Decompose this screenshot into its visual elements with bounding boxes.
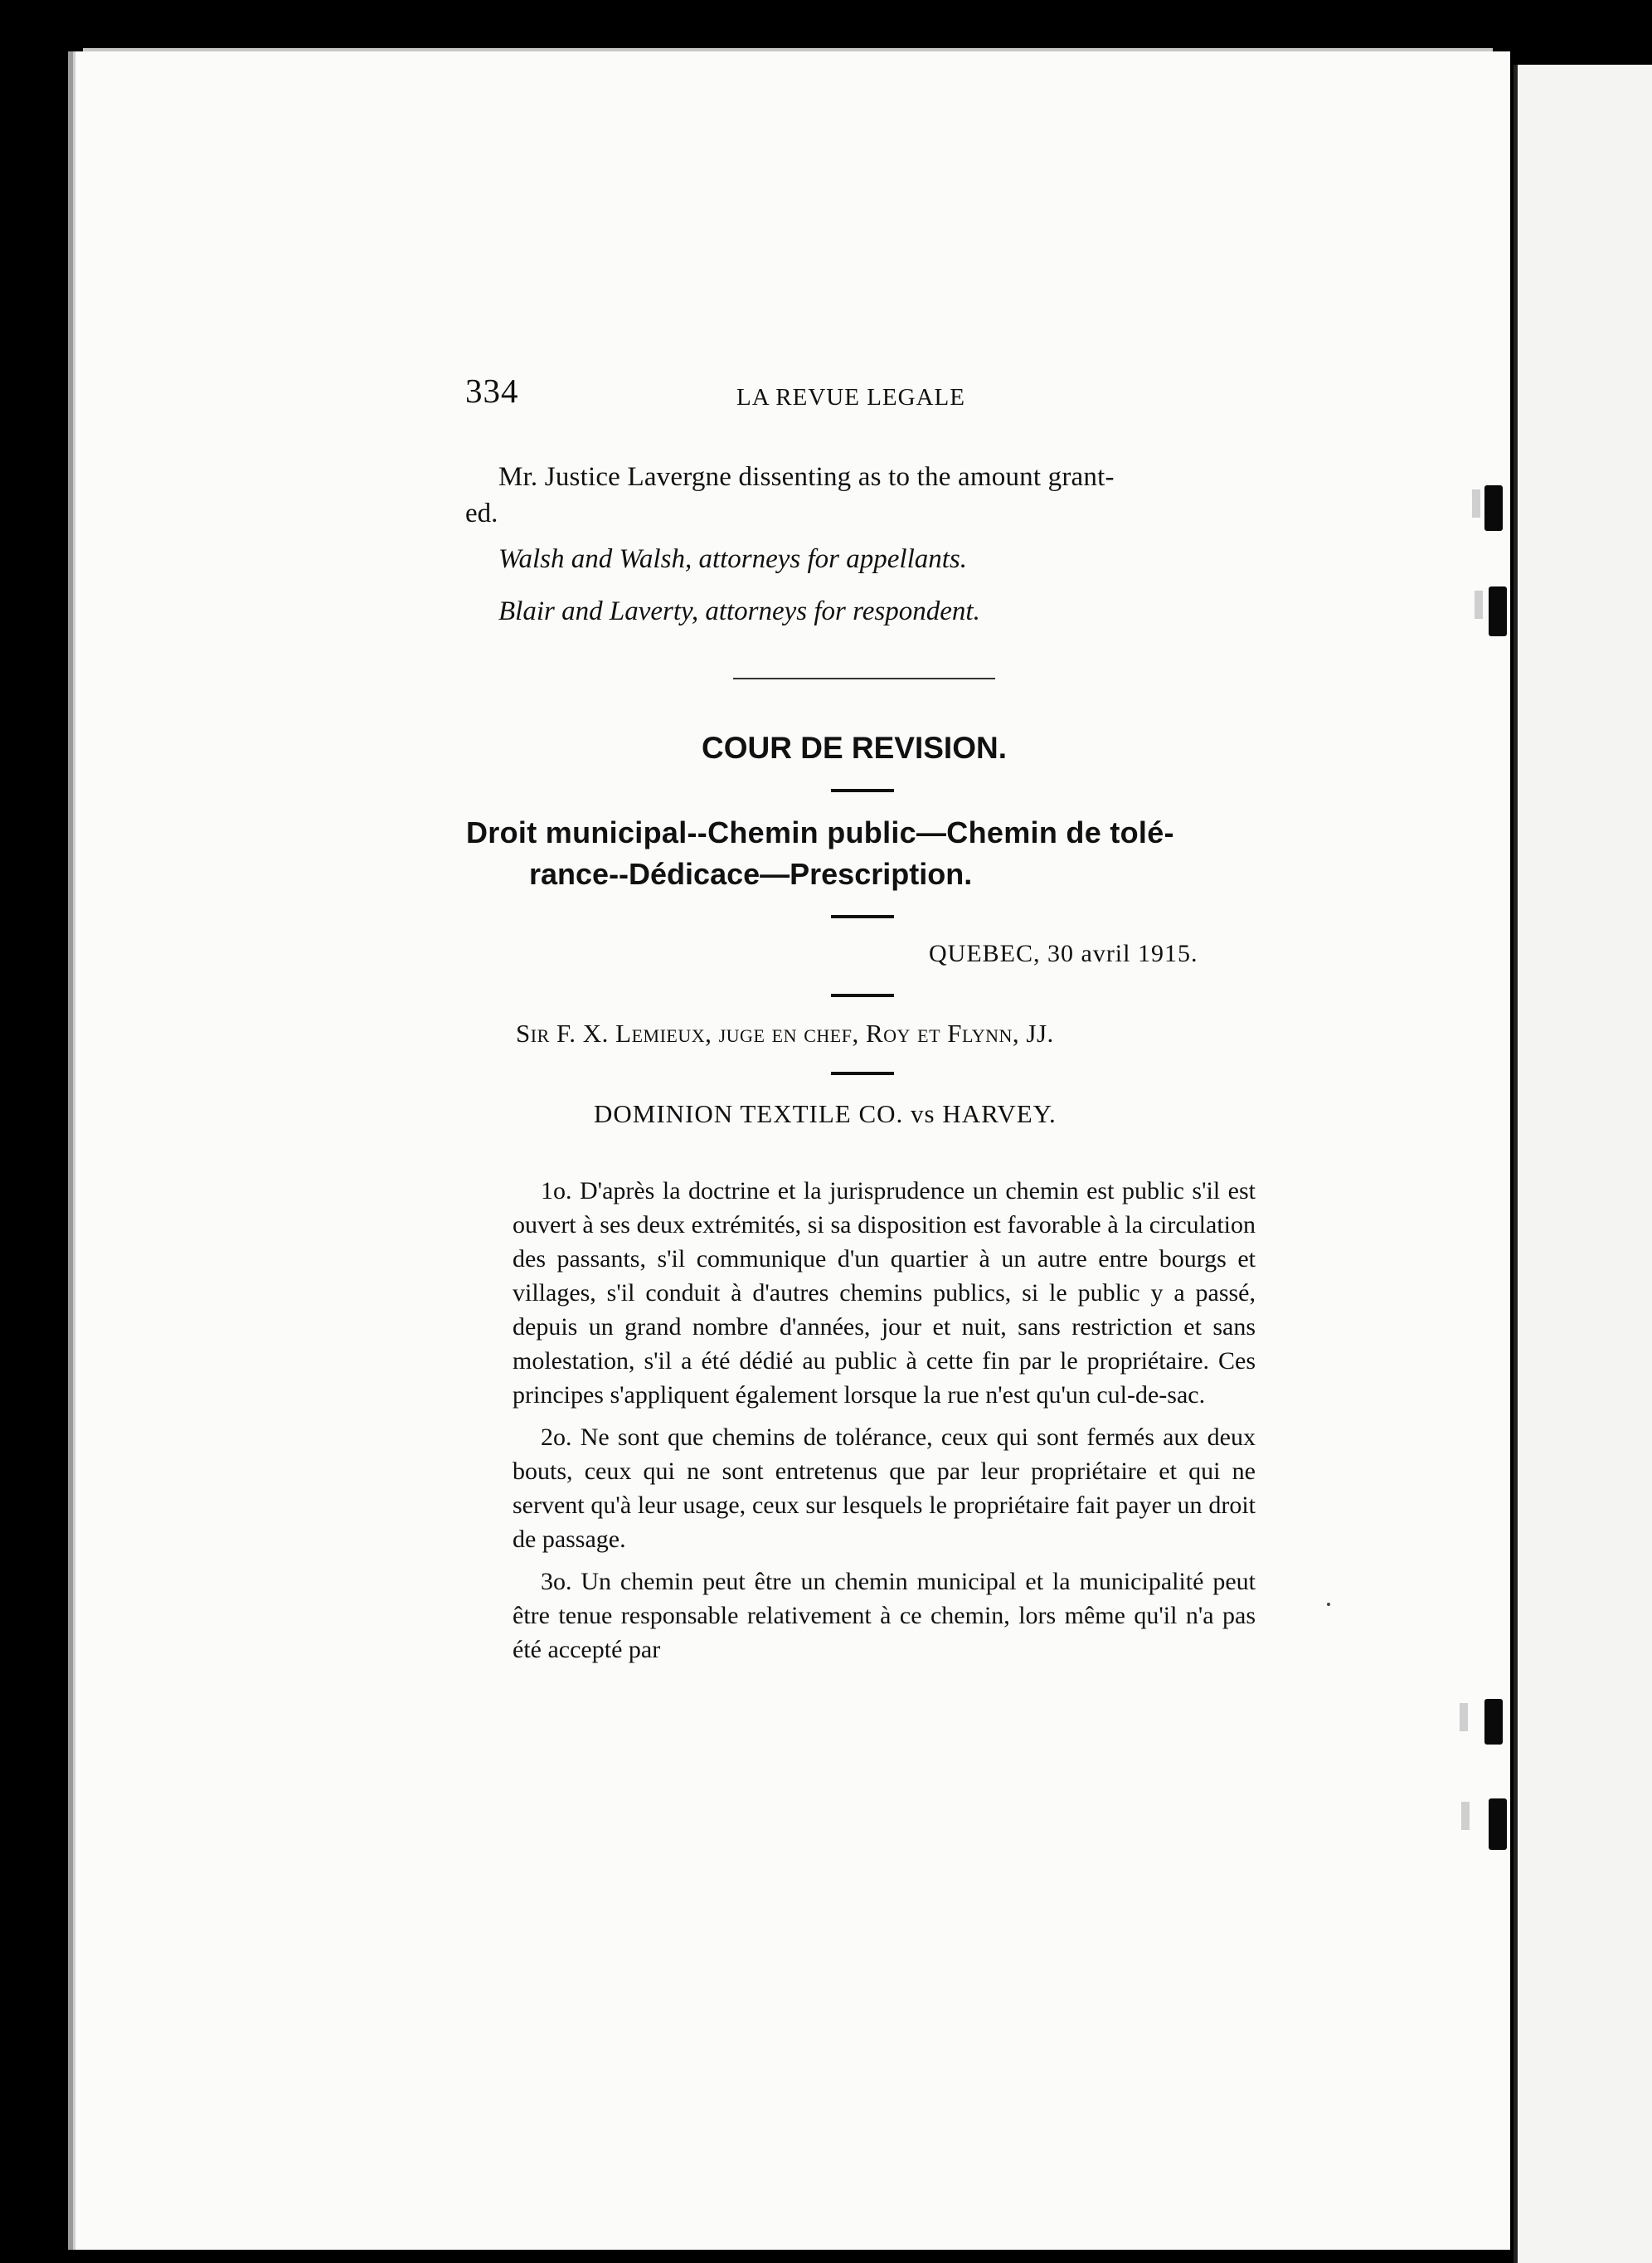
section-divider bbox=[733, 678, 995, 679]
short-rule bbox=[831, 789, 894, 792]
short-rule bbox=[831, 1072, 894, 1075]
attorneys-appellants: Walsh and Walsh, attorneys for appellants. bbox=[498, 544, 968, 574]
headnote-3: 3o. Un chemin peut être un chemin municipal et la municipalité peut être tenue responsable relativement à ce chemin, lors même qu'il n'a pas été accepté par bbox=[513, 1568, 1256, 1663]
subject-line-1: Droit municipal--Chemin public—Chemin de tolé- bbox=[466, 815, 1174, 849]
place-date: QUEBEC, 30 avril 1915. bbox=[929, 940, 1198, 967]
binding-clip bbox=[1484, 485, 1503, 531]
short-rule bbox=[831, 915, 894, 918]
parties: DOMINION TEXTILE CO. vs HARVEY. bbox=[594, 1099, 1057, 1128]
running-title: LA REVUE LEGALE bbox=[736, 384, 965, 411]
headnotes bbox=[513, 1174, 1256, 1667]
attorneys-respondent: Blair and Laverty, attorneys for respondent. bbox=[498, 596, 980, 626]
headnote-1: 1o. D'après la doctrine et la jurisprudence un chemin est public s'il est ouvert à ses deux extrémités, si sa disposition est favorable à la circulation des passants, s'il communique d'un quartier à un autre entre bourgs et villages, s'il conduit à d'autres chemins publics, si le public y a passé, depuis un grand nombre d'années, jour et nuit, sans restriction et sans molestation, s'il a été dédié au public à cette fin par le propriétaire. Ces principes s'appliquent également lorsque la rue n'est qu'un cul-de-sac. bbox=[513, 1177, 1256, 1409]
dissent-line-2: ed. bbox=[465, 499, 498, 528]
binding-clip-tab bbox=[1475, 591, 1483, 619]
dissent-line-1: Mr. Justice Lavergne dissenting as to the amount grant- bbox=[498, 462, 1115, 492]
binding-clip bbox=[1489, 1798, 1507, 1850]
facing-page-edge bbox=[1514, 65, 1652, 2263]
scanned-page bbox=[68, 51, 1510, 2250]
speck bbox=[1327, 1603, 1330, 1606]
binding-clip-tab bbox=[1460, 1703, 1468, 1731]
court-title: COUR DE REVISION. bbox=[702, 731, 1007, 765]
binding-clip-tab bbox=[1461, 1802, 1470, 1830]
headnote-2: 2o. Ne sont que chemins de tolérance, ceux qui sont fermés aux deux bouts, ceux qui ne sont entretenus que par leur propriétaire et qui ne servent qu'à leur usage, ceux sur lesquels le propriétaire fait payer un droit de passage. bbox=[513, 1424, 1256, 1553]
binding-clip-tab bbox=[1472, 489, 1480, 518]
binding-clip bbox=[1489, 586, 1507, 636]
binding-clip bbox=[1484, 1699, 1503, 1745]
judges: Sir F. X. Lemieux, juge en chef, Roy et Flynn, JJ. bbox=[516, 1019, 1054, 1048]
short-rule bbox=[831, 994, 894, 997]
page-number: 334 bbox=[465, 372, 519, 410]
subject-line-2: rance--Dédicace—Prescription. bbox=[529, 857, 973, 891]
